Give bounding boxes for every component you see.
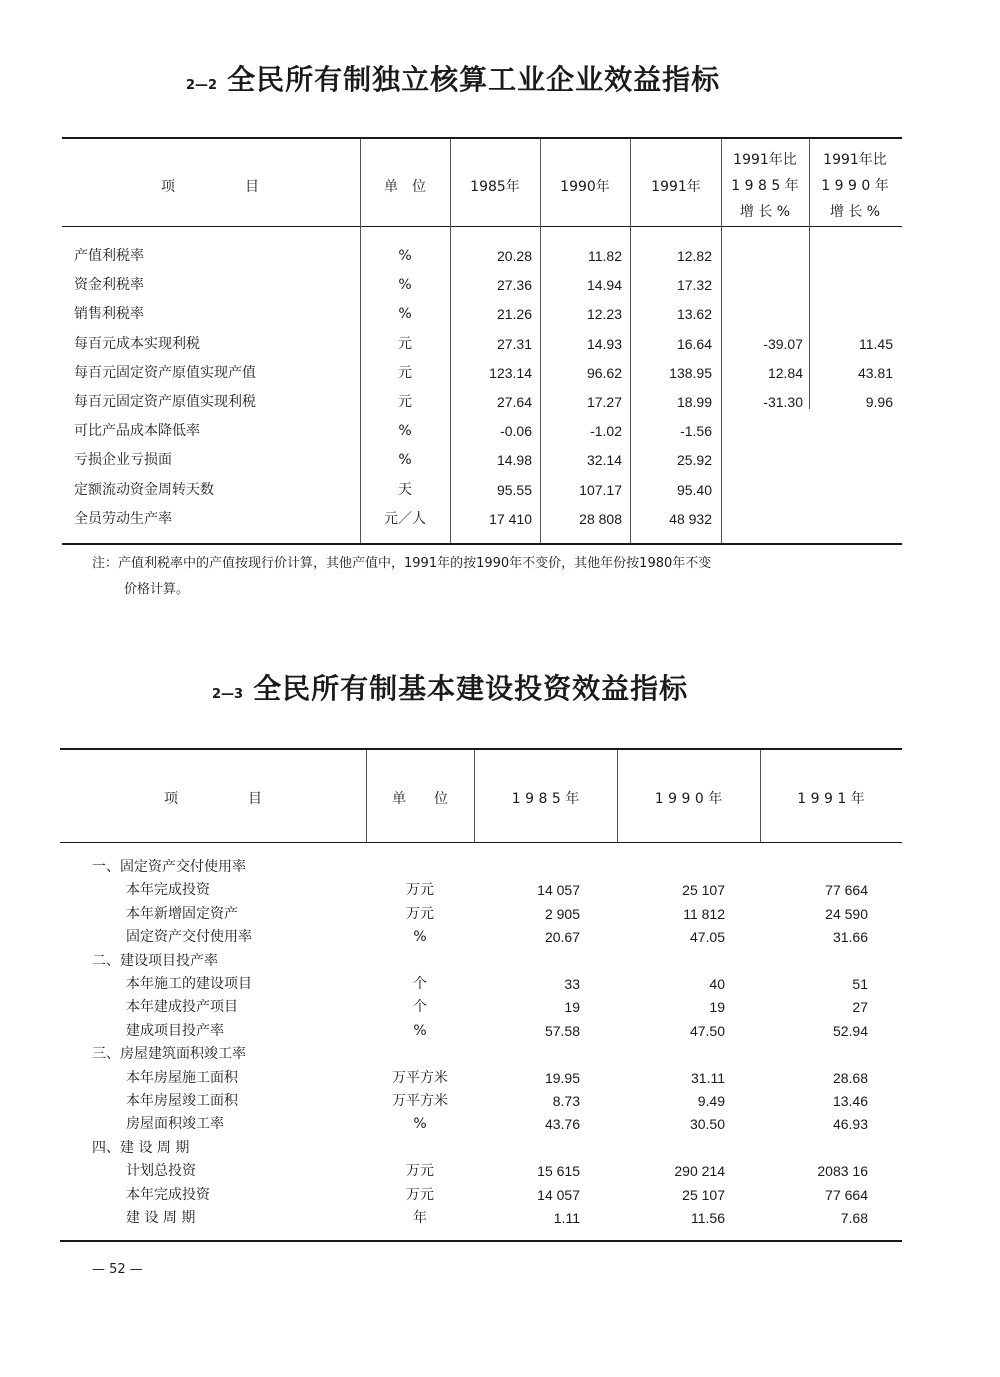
table2-header-1991: 1 9 9 1 年 <box>797 791 865 807</box>
table1-header-unit: 单 位 <box>384 179 426 195</box>
table2-cell-1991: 52.94 <box>832 1022 868 1039</box>
table2-cell-1990: 30.50 <box>689 1116 725 1133</box>
table2-title-text: 全民所有制基本建设投资效益指标 <box>253 672 689 705</box>
table2-cell-1985: 14 057 <box>537 882 580 899</box>
table2-header-rule <box>60 842 902 843</box>
table1-top-rule <box>62 137 902 139</box>
table1-row-unit: % <box>398 452 412 469</box>
table2-row-label: 三、房屋建筑面积竣工率 <box>92 1046 246 1063</box>
table1-row-label: 可比产品成本降低率 <box>74 423 200 440</box>
table2-cell-1985: 8.73 <box>552 1093 580 1109</box>
table2-cell-1991: 27 <box>852 999 868 1016</box>
table1-cell-1990: -1.02 <box>590 423 622 440</box>
table1-header-vs1990: 1991年比 1 9 9 0 年 增 长 % <box>821 152 889 220</box>
table2-col-divider <box>474 750 475 842</box>
table2-row-unit: 个 <box>413 999 427 1016</box>
table1-cell-1990: 28 808 <box>579 510 622 527</box>
table1-cell-1990: 107.17 <box>579 481 622 498</box>
table1-cell-1990: 14.94 <box>586 277 622 294</box>
table1-cell-vs1985: -39.07 <box>763 335 803 352</box>
table1-cell-1985: 27.36 <box>496 277 532 294</box>
table2-row-unit: 个 <box>413 976 427 992</box>
table2-col-divider <box>617 750 618 842</box>
table1-row-unit: 天 <box>398 481 412 498</box>
table2-bottom-rule <box>60 1240 902 1242</box>
table1-header-1991: 1991年 <box>651 179 701 195</box>
table1-cell-vs1985: 12.84 <box>767 364 803 381</box>
table1-row-unit: % <box>398 423 412 440</box>
table2-cell-1990: 47.50 <box>689 1022 725 1039</box>
table1-cell-1991: 12.82 <box>676 248 712 264</box>
table2-row-unit: 年 <box>413 1210 427 1226</box>
table1-row-unit: % <box>398 248 412 264</box>
table1-row-label: 产值利税率 <box>74 248 144 264</box>
table2-number: 2—3 <box>212 687 244 702</box>
table2-cell-1991: 77 664 <box>825 882 868 899</box>
table1-cell-1985: 14.98 <box>496 452 532 469</box>
table2-cell-1990: 47.05 <box>689 929 725 946</box>
table1-header-item: 项 目 <box>161 179 259 195</box>
table2-row-label: 本年完成投资 <box>126 882 210 899</box>
table1-header-1985: 1985年 <box>470 179 520 195</box>
table1-cell-1991: 18.99 <box>676 394 712 410</box>
table2-cell-1991: 31.66 <box>832 929 868 946</box>
table2-cell-1985: 14 057 <box>537 1186 580 1203</box>
table2-cell-1990: 25 107 <box>682 1186 725 1203</box>
table1-cell-1985: 27.64 <box>496 394 532 410</box>
table2-row-label: 本年施工的建设项目 <box>126 976 252 992</box>
table2-row-label: 计划总投资 <box>126 1163 196 1180</box>
table1-cell-1990: 96.62 <box>586 364 622 381</box>
table1-cell-1991: 13.62 <box>676 306 712 323</box>
table2-row-label: 建成项目投产率 <box>126 1022 224 1039</box>
table2-header-1985: 1 9 8 5 年 <box>511 791 580 807</box>
table1-row-unit: 元 <box>398 394 412 410</box>
table2-title <box>212 667 688 707</box>
table1-cell-1991: 95.40 <box>676 481 712 498</box>
table2-cell-1990: 11 812 <box>683 905 725 922</box>
table2-cell-1985: 33 <box>564 976 580 992</box>
table1-row-label: 每百元固定资产原值实现产值 <box>74 364 256 381</box>
table2-row-unit: % <box>413 1022 427 1039</box>
table1-bottom-rule <box>62 543 902 545</box>
table2-cell-1991: 13.46 <box>832 1093 868 1109</box>
table2-row-label: 本年完成投资 <box>126 1186 210 1203</box>
table1-row-label: 每百元成本实现利税 <box>74 335 200 352</box>
table2-cell-1985: 1.11 <box>553 1210 580 1226</box>
table1-cell-1985: 21.26 <box>496 306 532 323</box>
table1-row-unit: 元 <box>398 335 412 352</box>
table2-cell-1985: 2 905 <box>544 905 580 922</box>
table2-row-unit: 万平方米 <box>392 1093 448 1109</box>
table1-cell-1991: -1.56 <box>680 423 712 440</box>
table2-top-rule <box>60 748 902 750</box>
table2-header-unit: 单 位 <box>392 791 448 807</box>
table2-cell-1990: 40 <box>709 976 725 992</box>
table1-row-label: 定额流动资金周转天数 <box>74 481 214 498</box>
table1-row-label: 每百元固定资产原值实现利税 <box>74 394 256 410</box>
table2-cell-1990: 290 214 <box>674 1163 725 1180</box>
table2-col-divider <box>366 750 367 842</box>
table1-row-unit: % <box>398 306 412 323</box>
table1-cell-1985: 27.31 <box>496 335 532 352</box>
table2-cell-1990: 9.49 <box>697 1093 725 1109</box>
table1-header-1990: 1990年 <box>560 179 610 195</box>
table2-cell-1990: 25 107 <box>682 882 725 899</box>
table1-title <box>186 58 720 98</box>
table1-title-text: 全民所有制独立核算工业企业效益指标 <box>227 63 721 96</box>
table1-cell-1985: -0.06 <box>500 423 532 440</box>
table1-cell-1985: 20.28 <box>496 248 532 264</box>
table2-row-unit: 万元 <box>406 1163 434 1180</box>
table1-cell-vs1990: 11.45 <box>859 335 893 352</box>
table2-cell-1991: 46.93 <box>832 1116 868 1133</box>
table1-row-label: 全员劳动生产率 <box>74 510 172 527</box>
table2-row-unit: % <box>413 1116 427 1133</box>
table2-row-label: 本年房屋施工面积 <box>126 1069 238 1086</box>
table1-row-label: 亏损企业亏损面 <box>74 452 172 469</box>
table2-row-unit: 万平方米 <box>392 1069 448 1086</box>
table2-cell-1990: 31.11 <box>691 1069 725 1086</box>
table1-col-divider <box>540 139 541 543</box>
table1-number: 2—2 <box>186 78 218 93</box>
table2-col-divider <box>760 750 761 842</box>
table2-row-label: 四、建 设 周 期 <box>92 1139 190 1156</box>
table1-header-rule <box>62 226 902 227</box>
table2-row-label: 一、固定资产交付使用率 <box>92 859 246 875</box>
table1-col-divider <box>630 139 631 543</box>
table1-row-unit: 元／人 <box>384 510 426 527</box>
table1-cell-1991: 25.92 <box>676 452 712 469</box>
table2-cell-1991: 28.68 <box>832 1069 868 1086</box>
table1-cell-1991: 16.64 <box>676 335 712 352</box>
table1-cell-1985: 123.14 <box>489 364 532 381</box>
table1-col-divider <box>721 139 722 543</box>
table1-cell-1991: 138.95 <box>669 364 712 381</box>
table1-header-vs1985: 1991年比 1 9 8 5 年 增 长 % <box>731 152 799 220</box>
table1-note: 注：产值利税率中的产值按现行价计算，其他产值中，1991年的按1990年不变价，其他年份按1980年不变 价格计算。 <box>92 556 712 597</box>
table2-row-label: 固定资产交付使用率 <box>126 929 252 946</box>
table2-cell-1991: 51 <box>852 976 868 992</box>
table2-cell-1990: 11.56 <box>691 1210 725 1226</box>
table2-cell-1985: 19 <box>564 999 580 1016</box>
table2-row-label: 建 设 周 期 <box>126 1210 196 1226</box>
table2-cell-1985: 15 615 <box>537 1163 580 1180</box>
table2-cell-1985: 20.67 <box>544 929 580 946</box>
table1-row-label: 资金利税率 <box>74 277 144 294</box>
table1-row-unit: % <box>398 277 412 294</box>
table2-cell-1990: 19 <box>709 999 725 1016</box>
table2-cell-1985: 43.76 <box>544 1116 580 1133</box>
table2-row-unit: % <box>413 929 427 946</box>
table1-col-divider <box>809 139 810 409</box>
page-number: — 52 — <box>92 1262 143 1277</box>
table1-cell-1991: 48 932 <box>669 510 712 527</box>
table2-header-1990: 1 9 9 0 年 <box>654 791 723 807</box>
table2-cell-1985: 19.95 <box>544 1069 580 1086</box>
table1-cell-vs1990: 43.81 <box>857 364 893 381</box>
table1-cell-vs1990: 9.96 <box>865 394 893 410</box>
table1-cell-1990: 17.27 <box>586 394 622 410</box>
table2-row-label: 本年新增固定资产 <box>126 905 238 922</box>
table2-cell-1985: 57.58 <box>544 1022 580 1039</box>
table2-cell-1991: 7.68 <box>840 1210 868 1226</box>
table2-row-label: 本年建成投产项目 <box>126 999 238 1016</box>
table1-cell-1990: 14.93 <box>586 335 622 352</box>
table2-cell-1991: 2083 16 <box>817 1163 868 1180</box>
table1-cell-1990: 32.14 <box>586 452 622 469</box>
table1-cell-1990: 12.23 <box>586 306 622 323</box>
table1-cell-vs1985: -31.30 <box>763 394 803 410</box>
table2-row-label: 本年房屋竣工面积 <box>126 1093 238 1109</box>
table2-row-unit: 万元 <box>406 882 434 899</box>
table1-row-label: 销售利税率 <box>74 306 144 323</box>
table2-header-item: 项 目 <box>164 791 262 807</box>
table2-row-label: 二、建设项目投产率 <box>92 952 218 969</box>
table2-row-unit: 万元 <box>406 905 434 922</box>
table1-col-divider <box>450 139 451 543</box>
table1-cell-1985: 95.55 <box>496 481 532 498</box>
table2-row-label: 房屋面积竣工率 <box>126 1116 224 1133</box>
table2-row-unit: 万元 <box>406 1186 434 1203</box>
table1-row-unit: 元 <box>398 364 412 381</box>
table1-cell-1990: 11.82 <box>588 248 622 264</box>
table1-col-divider <box>360 139 361 543</box>
table1-cell-1985: 17 410 <box>489 510 532 527</box>
table1-cell-1991: 17.32 <box>676 277 712 294</box>
table2-cell-1991: 77 664 <box>825 1186 868 1203</box>
table2-cell-1991: 24 590 <box>825 905 868 922</box>
